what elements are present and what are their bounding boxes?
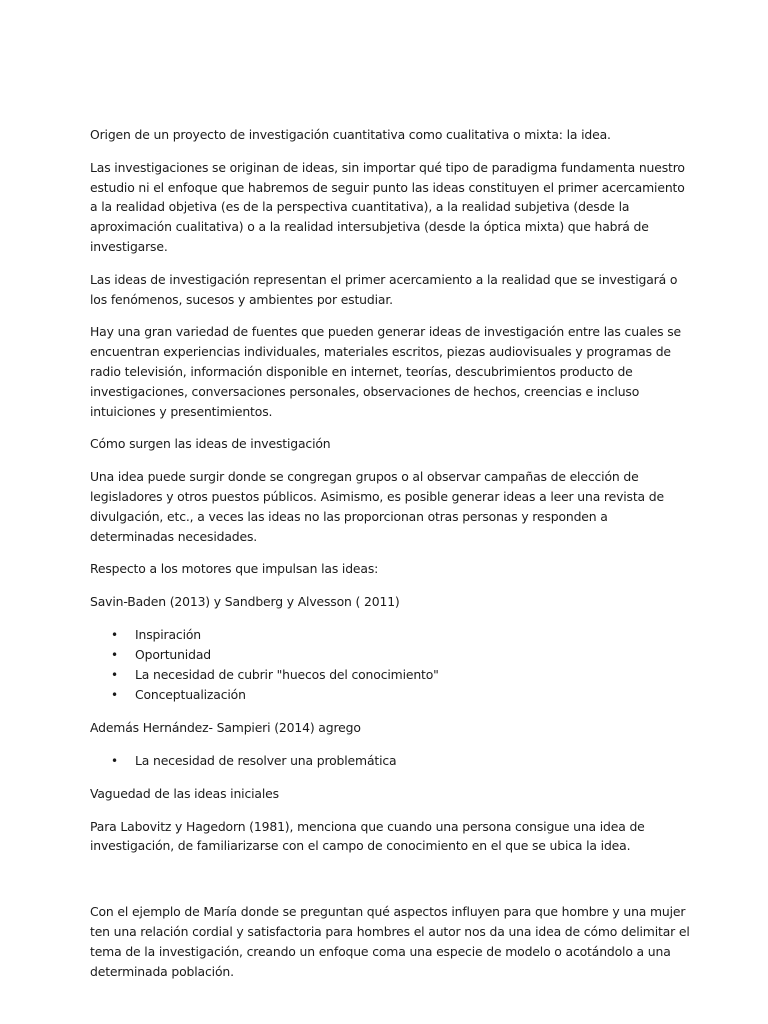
paragraph-citation-authors: Savin-Baden (2013) y Sandberg y Alvesson ( 2011) xyxy=(90,594,400,610)
document-body xyxy=(90,125,690,994)
bullet-list-problem xyxy=(90,751,690,771)
list-item: • Conceptualización xyxy=(135,685,690,705)
bullet-icon: • xyxy=(111,627,118,642)
paragraph-idea-drivers: Respecto a los motores que impulsan las ideas: xyxy=(90,561,379,577)
list-item: • Oportunidad xyxy=(135,645,690,665)
bullet-icon: • xyxy=(111,667,118,682)
section-heading-vagueness: Vaguedad de las ideas iniciales xyxy=(90,785,279,801)
list-item: • La necesidad de resolver una problemática xyxy=(135,751,690,771)
list-item: • Inspiración xyxy=(135,625,690,645)
bullet-icon: • xyxy=(111,687,118,702)
blank-line xyxy=(90,869,690,902)
bullet-icon: • xyxy=(111,647,118,662)
paragraph-ideas-approach: Las ideas de investigación representan el primer acercamiento a la realidad que se investigará o los fenómenos, sucesos y ambientes por estudiar. xyxy=(90,271,678,307)
bullet-icon: • xyxy=(111,753,118,768)
paragraph-idea-emergence: Una idea puede surgir donde se congregan grupos o al observar campañas de elección de legisladores y otros puestos públicos. Asimismo, es posible generar ideas a leer una revista de divulgación, etc., a veces las ideas no las proporcionan otras personas y responden a determinadas necesidades. xyxy=(90,469,664,544)
bullet-list-drivers xyxy=(90,625,690,705)
section-heading-how-ideas-arise: Cómo surgen las ideas de investigación xyxy=(90,436,331,452)
paragraph-ideas-origin: Las investigaciones se originan de ideas, sin importar qué tipo de paradigma fundamenta nuestro estudio ni el enfoque que habremos de seguir punto las ideas constituyen el primer acercamiento a la realidad objetiva (es de la perspectiva cuantitativa), a la realidad subjetiva (desde la aproximación cualitativa) o a la realidad intersubjetiva (desde la óptica mixta) que habrá de investigarse. xyxy=(90,159,685,254)
document-title: Origen de un proyecto de investigación cuantitativa como cualitativa o mixta: la idea. xyxy=(90,127,611,142)
paragraph-idea-sources: Hay una gran variedad de fuentes que pueden generar ideas de investigación entre las cuales se encuentran experiencias individuales, materiales escritos, piezas audiovisuales y programas de radio televisión, información disponible en internet, teorías, descubrimientos producto de investigaciones, conversaciones personales, observaciones de hechos, creencias e incluso intuiciones y presentimientos. xyxy=(90,324,681,419)
paragraph-hernandez-sampieri: Además Hernández- Sampieri (2014) agrego xyxy=(90,719,361,735)
paragraph-labovitz-hagedorn: Para Labovitz y Hagedorn (1981), menciona que cuando una persona consigue una idea de investigación, de familiarizarse con el campo de conocimiento en el que se ubica la idea. xyxy=(90,818,645,854)
list-item: • La necesidad de cubrir "huecos del conocimiento" xyxy=(135,665,690,685)
paragraph-maria-example: Con el ejemplo de María donde se preguntan qué aspectos influyen para que hombre y una mujer ten una relación cordial y satisfactoria para hombres el autor nos da una idea de cómo delimitar el tema de la investigación, creando un enfoque coma una especie de modelo o acotándolo a una determinada población. xyxy=(90,904,690,979)
